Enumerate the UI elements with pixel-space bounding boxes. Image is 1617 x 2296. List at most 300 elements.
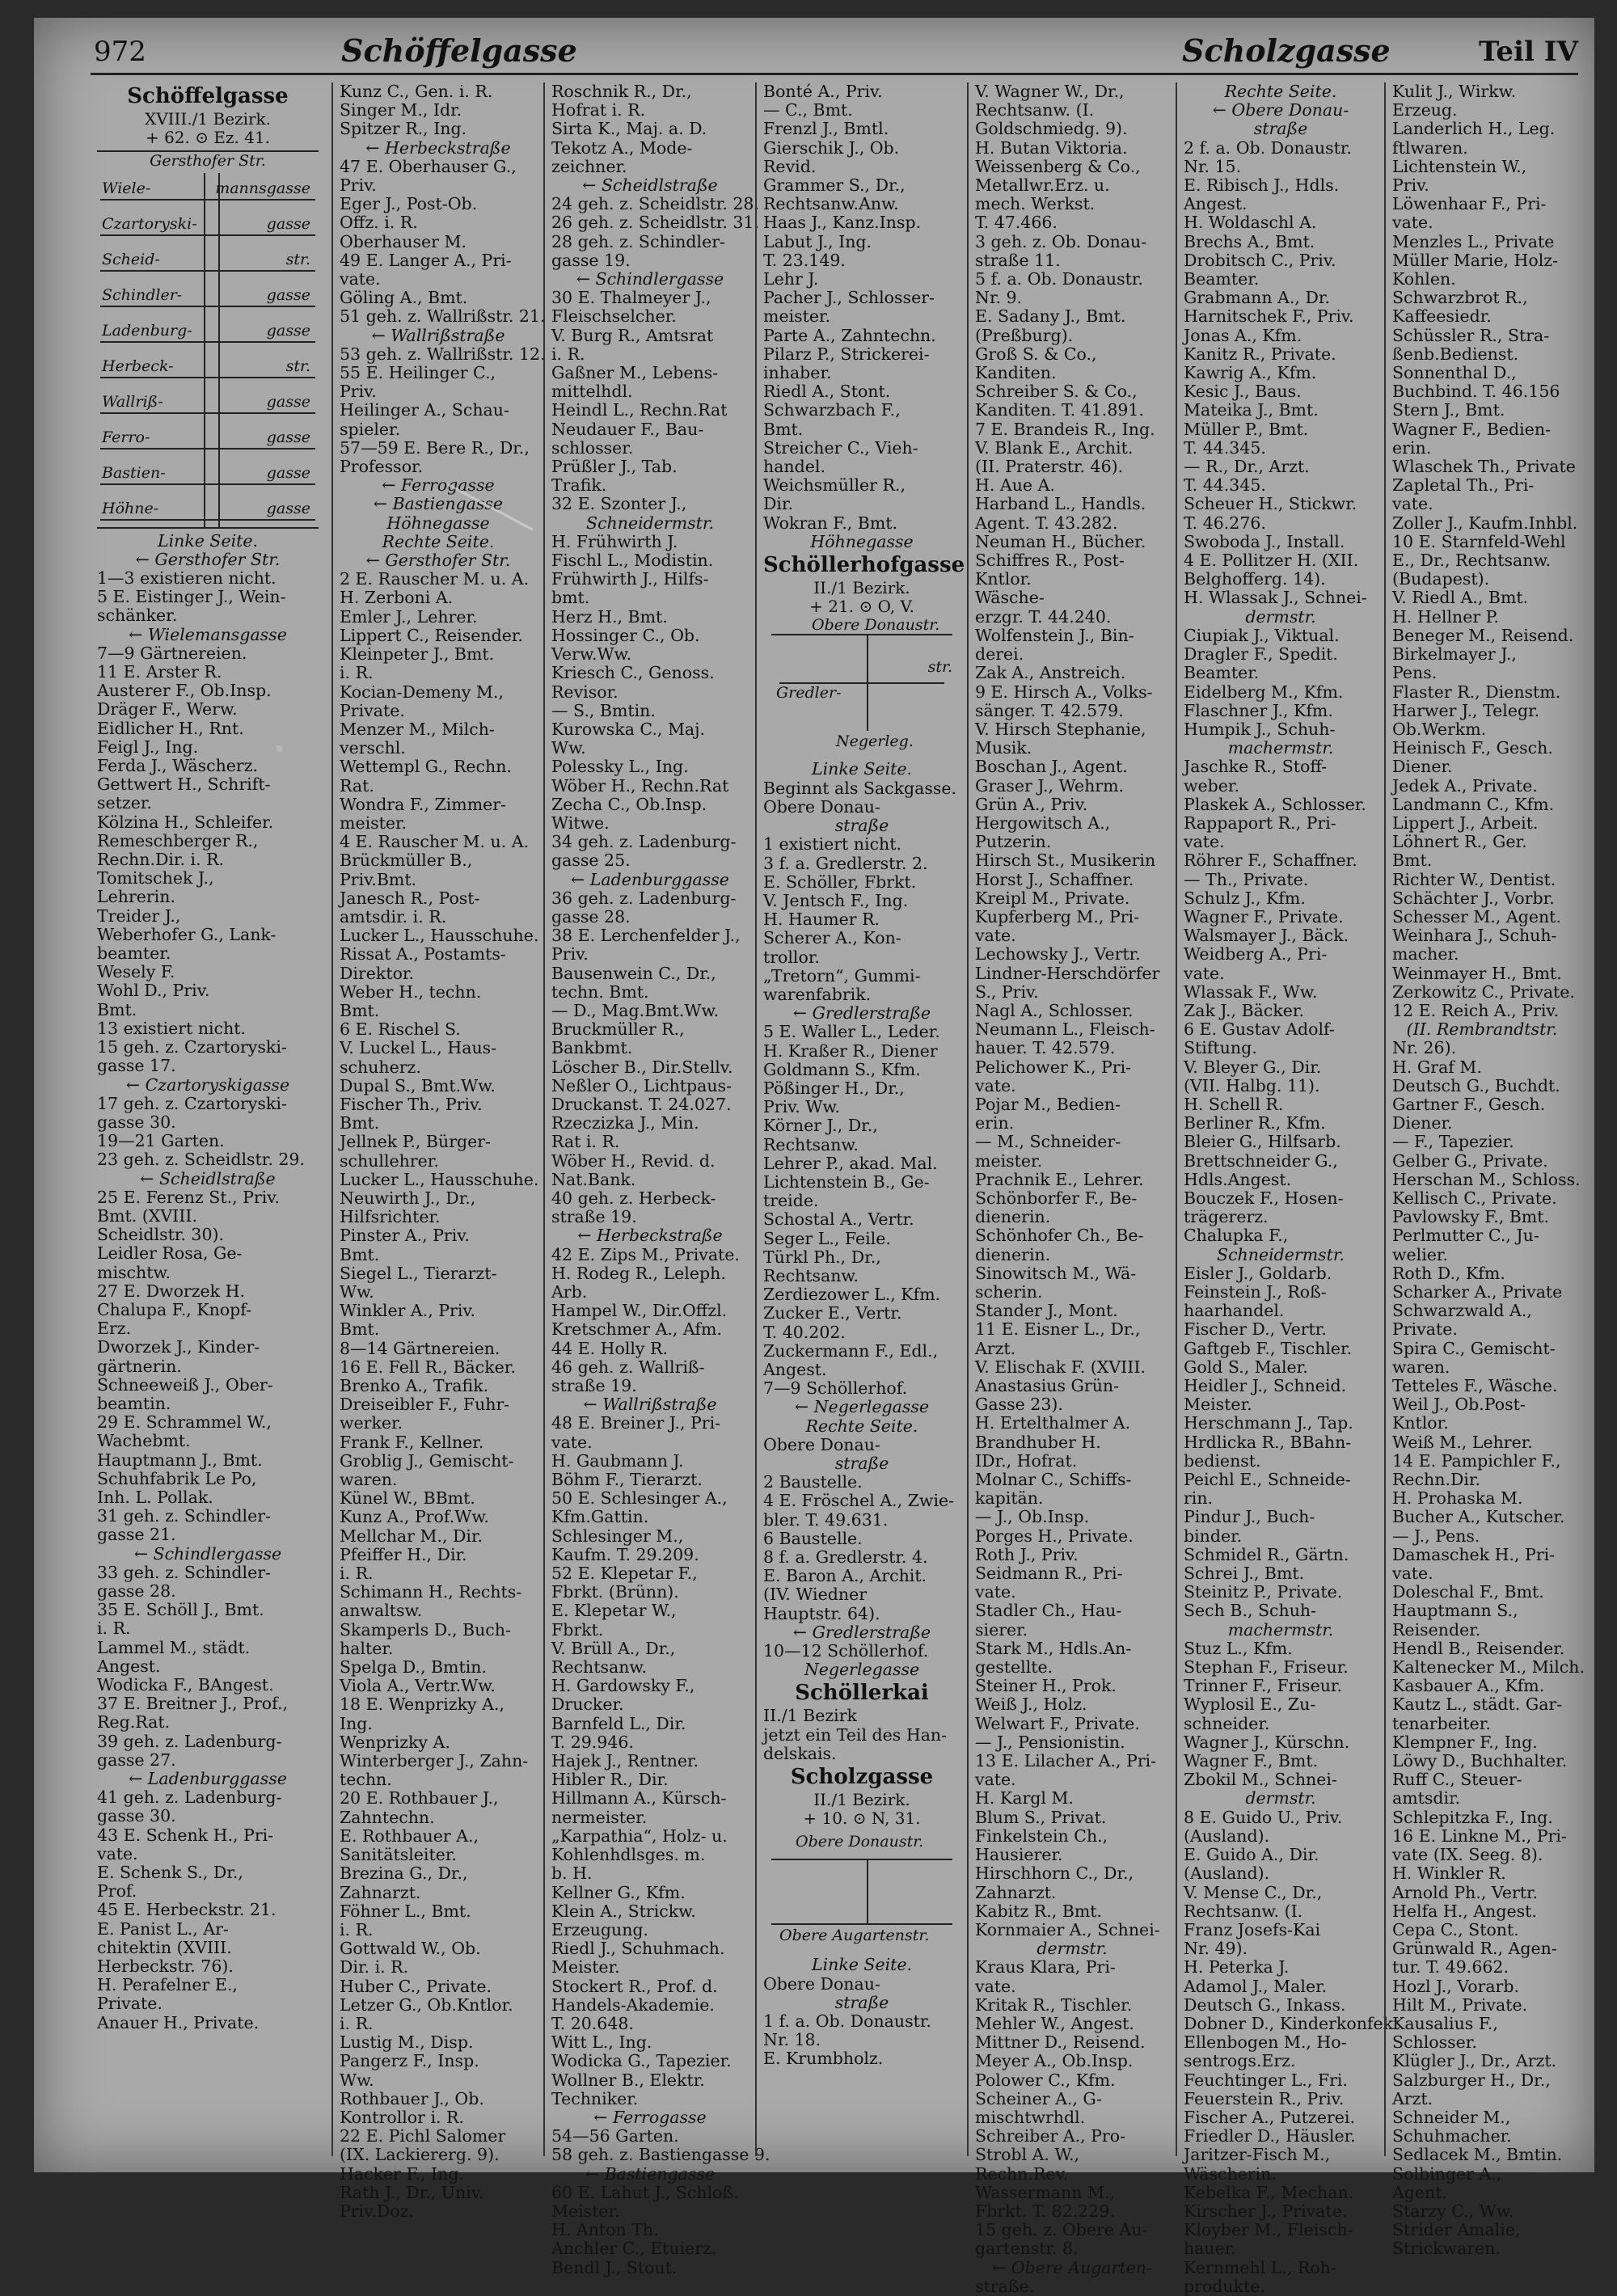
entry-line: Hdls.Angest. [1184,1169,1292,1189]
entry-line: Pelichower K., Pri- [975,1057,1132,1077]
diagram-row [97,456,319,492]
entry-line: vate. [1392,213,1433,233]
entry-line: macher. [1392,944,1459,964]
entry-line: Kaltenecker M., Milch. [1392,1657,1585,1678]
entry-line: sänger. T. 42.579. [975,700,1124,720]
entry-line: Weil J., Ob.Post- [1392,1395,1526,1415]
entry-line: (Ausland). [1184,1825,1270,1846]
entry-line: 39 geh. z. Ladenburg- [97,1731,282,1751]
entry-line: Hrdlicka R., BBahn- [1184,1432,1352,1452]
entry-line: Blum S., Privat. [975,1807,1107,1827]
entry-line: Graser J., Wehrm. [975,775,1125,796]
entry-line: Weichsmüller R., [763,475,906,496]
entry-line: Schlepitzka F., Ing. [1392,1807,1553,1827]
entry-line: 2 E. Rauscher M. u. A. [340,569,530,589]
entry-line: dienerin. [975,1207,1051,1227]
entry-line: Cepa C., Stont. [1392,1919,1519,1939]
entry-line: Hofrat i. R. [551,100,646,120]
entry-line: Sirta K., Maj. a. D. [551,119,707,139]
entry-line: Schüssler R., Stra- [1392,325,1550,345]
entry-line: bedienst. [1184,1450,1261,1471]
entry-line: Wachebmt. [97,1431,191,1451]
entry-line: Plaskek A., Schlosser. [1184,794,1366,814]
entry-line: vate. [1392,1564,1433,1584]
entry-line: Dobner D., Kinderkonfekt. [1184,2013,1405,2033]
entry-line: Hauptmann S., [1392,1601,1518,1621]
entry-line: Pößinger H., Dr., [763,1078,905,1098]
diagram-line [867,1859,868,1923]
entry-line: 47 E. Oberhauser G., [340,156,517,176]
entry-line: Polessky L., Ing. [551,757,689,777]
entry-line: Anauer H., Private. [97,2012,260,2032]
entry-line: Hillmann A., Kürsch- [551,1788,727,1809]
entry-line: Tekotz A., Mode- [551,137,693,158]
entry-line: Fbrkt. [551,1619,604,1640]
diagram-row [97,171,319,207]
entry-line: Schulz J., Kfm. [1184,888,1306,908]
entry-line: Rechte Seite. [1224,82,1337,101]
entry-line: Kebelka F., Mechan. [1184,2182,1354,2202]
entry-line: Heinisch F., Gesch. [1392,738,1553,758]
entry-line: Löscher B., Dir.Stellv. [551,1057,733,1077]
entry-line: Bmt. [1392,850,1433,871]
entry-line: Gettwert H., Schrift- [97,774,271,795]
entry-line: 48 E. Breiner J., Pri- [551,1413,721,1433]
entry-line: Private. [340,700,405,720]
entry-line: 7 E. Brandeis R., Ing. [975,419,1155,439]
entry-line: Stiftung. [1184,1038,1257,1058]
entry-line: Bmt. [340,1113,380,1133]
entry-line: Mittner D., Reisend. [975,2032,1146,2053]
entry-line: dermstr. [1245,1788,1316,1809]
entry-line: Kurowska C., Maj. [551,719,706,739]
entry-line: Dir. i. R. [340,1957,409,1977]
entry-line: mech. Werkst. [975,194,1096,214]
entry-line: Schmidel R., Gärtn. [1184,1544,1349,1564]
entry-line: ← Scheidlstraße [582,175,718,196]
entry-line: Prachnik E., Lehrer. [975,1169,1144,1189]
entry-line: i. R. [340,1919,374,1939]
entry-line: H. Kargl M. [975,1788,1074,1809]
column-4 [755,82,967,2156]
entry-line: — J., Ob.Insp. [975,1507,1090,1527]
entry-line: Lucker L., Hausschuhe. [340,926,539,946]
entry-line: Bmt. [97,999,137,1019]
entry-line: Friedler D., Häusler. [1184,2126,1356,2146]
entry-line: Haas J., Kanz.Insp. [763,213,922,233]
entry-line: dermstr. [1036,1939,1108,1959]
entry-line: Wenprizky A. [340,1732,450,1752]
entry-line: Mehler W., Angest. [975,2013,1134,2033]
entry-line: Singer M., Idr. [340,100,462,120]
diagram-street-label: Obere Augartenstr. [779,1927,930,1945]
entry-line: (IV. Wiedner [763,1585,868,1605]
entry-line: ← Wielemansgasse [129,624,287,644]
entry-line: Brechs A., Bmt. [1184,231,1315,251]
entry-line: straße [1253,119,1308,139]
entry-line: Kanditen. [975,363,1057,383]
entry-line: H. Graf M. [1392,1057,1482,1077]
entry-line: Strobl A. W., [975,2145,1079,2165]
entry-line: Horst J., Schaffner. [975,869,1134,889]
entry-line: Arzt. [1392,2088,1433,2108]
entry-line: 8—14 Gärtnereien. [340,1338,500,1358]
entry-line: 1—3 existieren nicht. [97,568,277,589]
entry-line: 10—12 Schöllerhof. [763,1641,929,1661]
entries-list [763,82,960,551]
entry-line: i. R. [340,663,374,683]
entry-line: Ob.Werkm. [1392,719,1487,739]
entry-line: Kawrig A., Kfm. [1184,363,1317,383]
street-heading: Scholzgasse [790,1765,934,1790]
entry-line: Wollner B., Elektr. [551,2070,705,2090]
entry-line: H. Haumer R. [763,910,880,930]
entry-line: V. Riedl A., Bmt. [1392,588,1529,608]
entry-line: handel. [763,457,825,477]
entry-line: Feinstein J., Roß- [1184,1282,1327,1302]
entry-line: Nr. 18. [763,2030,821,2050]
entry-line: Leidler Rosa, Ge- [97,1243,243,1264]
entry-line: 30 E. Thalmeyer J., [551,288,711,308]
entry-line: 5 E. Eistinger J., Wein- [97,587,286,607]
entry-line: 36 geh. z. Ladenburg- [551,888,737,908]
entry-line: Grün A., Priv. [975,794,1088,814]
entry-line: 8 f. a. Gredlerstr. 4. [763,1547,928,1568]
entry-line: Schönborfer F., Be- [975,1188,1138,1208]
entry-line: Lippert J., Arbeit. [1392,812,1539,833]
entry-line: Meister. [551,2201,620,2221]
entry-line: Priv. Ww. [763,1097,841,1117]
entry-line: Pacher J., Schlosser- [763,288,935,308]
entry-line: Boschan J., Agent. [975,757,1128,777]
entry-line: 6 E. Rischel S. [340,1019,461,1040]
entry-line: Weiß J., Holz. [975,1695,1087,1715]
entry-line: Drucker. [551,1695,624,1715]
entry-line: 24 geh. z. Scheidlstr. 28. [551,194,759,214]
entry-line: Agent. [1392,2182,1448,2202]
entry-line: dermstr. [1245,606,1316,627]
right-running-title: Scholzgasse [1182,32,1391,69]
entry-line: Frühwirth J., Hilfs- [551,569,709,589]
district-label: XVIII./1 Bezirk. [144,109,272,129]
entry-line: E. Klepetar W., [551,1601,677,1621]
entry-line: 15 geh. z. Obere Au- [975,2220,1148,2240]
column-3 [543,82,771,2277]
diagram-street-label: Bastien- [102,463,166,482]
entry-line: Wyplosil E., Zu- [1184,1695,1316,1715]
postal-info: + 10. ⊙ N, 31. [803,1809,921,1829]
entry-line: V. Wagner W., Dr., [975,82,1125,101]
entry-line: erzgr. T. 44.240. [975,606,1112,627]
entry-line: — Th., Private. [1184,869,1309,889]
entry-line: Göling A., Bmt. [340,288,468,308]
entry-line: Priv.Bmt. [340,869,417,889]
entry-line: Nr. 15. [1184,156,1242,176]
entry-line: Schreiber A., Pro- [975,2126,1126,2146]
entry-line: Hirsch St., Musikerin [975,850,1156,871]
entry-line: Rothbauer J., Ob. [340,2088,484,2108]
entry-line: Zucker E., Vertr. [763,1303,902,1323]
entry-line: Welwart F., Private. [975,1713,1140,1733]
entry-line: Obere Donau- [763,1973,880,1994]
entry-line: treide. [763,1191,819,1211]
entry-line: E. Ribisch J., Hdls. [1184,175,1340,196]
entry-line: (Preßburg). [975,325,1074,345]
entry-line: Hossinger C., Ob. [551,625,700,645]
entry-line: E. Baron A., Archit. [763,1566,927,1586]
entry-line: Wodicka G., Tapezier. [551,2051,732,2071]
entry-line: Kornmaier A., Schnei- [975,1919,1160,1939]
entry-line: Pojar M., Bedien- [975,1094,1121,1114]
entry-line: Landmann C., Kfm. [1392,794,1555,814]
district-label: II./1 Bezirk. [813,578,910,598]
entry-line: Adamol J., Maler. [1184,1976,1328,1996]
diagram-street-label: Schindler- [102,285,183,304]
entry-line: amtsdir. i. R. [340,906,447,926]
entry-line: Körner J., Dr., [763,1116,878,1136]
entry-line: schänker. [97,606,178,626]
entry-line: machermstr. [1227,738,1334,758]
entry-line: Birkelmayer J., [1392,644,1517,665]
entry-line: Harwer J., Telegr. [1392,700,1540,720]
entry-line: Gelber G., Private. [1392,1150,1548,1171]
entry-line: Dreiseibler F., Fuhr- [340,1395,510,1415]
diagram-row [97,278,319,314]
entry-line: Wodicka F., BAngest. [97,1675,274,1695]
entry-line: 2 Baustelle. [763,1472,863,1492]
entry-line: 49 E. Langer A., Pri- [340,250,512,270]
entry-line: Perlmutter C., Ju- [1392,1226,1539,1246]
entry-line: rin. [1184,1488,1214,1509]
entry-line: Scheiner A., G- [975,2088,1103,2108]
entry-line: Kabitz R., Bmt. [975,1901,1103,1921]
entry-line: Starzy C., Ww. [1392,2201,1514,2221]
entry-line: Zak A., Anstreich. [975,663,1126,683]
entry-line: Scherer A., Kon- [763,928,901,948]
entry-line: Polower C., Kfm. [975,2070,1116,2090]
entry-line: Erzeugung. [551,1919,649,1939]
entry-line: T. 44.345. [1184,475,1266,496]
entry-line: 27 E. Dworzek H. [97,1281,245,1301]
entry-line: 28 geh. z. Schindler- [551,231,725,251]
entry-line: Putzerin. [975,832,1052,852]
entry-line: Chalupa F., Knopf- [97,1299,252,1319]
entry-line: Schostal A., Vertr. [763,1209,914,1230]
entry-line: gasse 30. [97,1112,176,1132]
entry-line: Schneidermstr. [586,513,714,533]
entry-line: Kohlen. [1392,269,1456,289]
entry-line: Hacker F., Ing. [340,2163,464,2184]
diagram-street-label: gasse [266,428,310,446]
entry-line: Zoller J., Kaufm.Inhbl. [1392,513,1578,533]
entry-line: H. Ertelthalmer A. [975,1413,1131,1433]
entry-line: vate. [975,1770,1016,1790]
entry-line: nermeister. [551,1807,648,1827]
column-1 [91,82,325,2156]
entry-line: Kesic J., Baus. [1184,382,1302,402]
entry-line: 44 E. Holly R. [551,1338,668,1358]
column-5 [967,82,1176,2296]
entry-line: Dir. [763,494,794,514]
entry-line: Schimann H., Rechts- [340,1582,522,1602]
entry-line: Kritak R., Tischler. [975,1994,1133,2015]
entry-line: V. Elischak F. (XVIII. [975,1357,1146,1377]
entry-line: Private. [1392,1319,1458,1340]
entry-line: Zerdiezower L., Kfm. [763,1285,941,1305]
entry-line: „Karpathia“, Holz- u. [551,1825,728,1846]
entry-line: Wassermann M., [975,2182,1116,2202]
entry-line: tur. T. 49.662. [1392,1957,1509,1977]
entry-line: Feigl J., Ing. [97,736,199,757]
entry-line: Trafik. [551,475,607,496]
entry-line: Bouczek F., Hosen- [1184,1188,1344,1208]
entries-list [975,82,1169,2296]
entry-line: H. Prohaska M. [1392,1488,1523,1509]
entry-line: 31 geh. z. Schindler- [97,1506,271,1526]
street-heading: Schöffelgasse [127,84,289,108]
entry-line: gasse 28. [551,906,631,926]
diagram-line [100,483,315,485]
entry-line: Goldmann S., Kfm. [763,1059,921,1079]
entry-line: V. Hirsch Stephanie, [975,719,1146,739]
entry-line: Fischer Th., Priv. [340,1094,483,1114]
entry-line: Kunz A., Prof.Ww. [340,1507,489,1527]
entry-line: Hilt M., Private. [1392,1994,1528,2015]
entry-line: Sech B., Schuh- [1184,1601,1317,1621]
entry-line: H. Wlassak J., Schnei- [1184,588,1367,608]
entries-list [1392,82,1585,2259]
entry-line: Schwarzwald A., [1392,1301,1532,1321]
entry-line: Kautz L., städt. Gar- [1392,1695,1563,1715]
entry-line: Doleschal F., Bmt. [1392,1582,1544,1602]
entry-line: Hauptstr. 64). [763,1603,880,1623]
entry-line: E., Dr., Rechtsanw. [1392,551,1552,571]
entry-line: Strider Amalie, [1392,2220,1521,2240]
entry-line: ← Negerlegasse [794,1397,930,1417]
entry-line: Solbinger A., [1392,2163,1502,2184]
entry-line: Zuckermann F., Edl., [763,1340,939,1361]
entry-line: 11 E. Eisner L., Dr., [975,1319,1141,1340]
entry-line: 35 E. Schöll J., Bmt. [97,1600,264,1620]
diagram-row [97,207,319,243]
diagram-line [100,270,315,272]
entry-line: Schuhfabrik Le Po, [97,1468,257,1488]
entry-line: Hendl B., Reisender. [1392,1638,1565,1658]
entry-line: 16 E. Linkne M., Pri- [1392,1825,1567,1846]
entry-line: Zapletal Th., Pri- [1392,475,1535,496]
entry-line: Herbeckstr. 76). [97,1956,234,1977]
entry-line: i. R. [551,344,585,364]
entry-line: Sanitätsleiter. [340,1845,457,1865]
entry-line: Bucher A., Kutscher. [1392,1507,1565,1527]
entry-line: Kernmehl L., Roh- [1184,2257,1336,2277]
entry-line: Letzer G., Ob.Kntlor. [340,1994,513,2015]
entry-line: ← Herbeckstraße [577,1226,723,1246]
entry-line: haarhandel. [1184,1301,1285,1321]
entry-line: H. Frühwirth J. [551,531,678,551]
entry-line: Swoboda J., Install. [1184,531,1345,551]
entry-line: Stadler Ch., Hau- [975,1601,1122,1621]
entry-line: Finkelstein Ch., [975,1825,1108,1846]
entry-line: Zahnarzt. [975,1882,1057,1902]
entry-line: meister. [975,1150,1043,1171]
entry-line: Jonas A., Kfm. [1184,325,1302,345]
entry-line: 38 E. Lerchenfelder J., [551,926,741,946]
entry-line: Erz. [97,1319,132,1339]
entry-line: Menzles L., Private [1392,231,1555,251]
entry-line: Kontrollor i. R. [340,2107,465,2127]
entry-line: 9 E. Hirsch A., Volks- [975,682,1153,702]
entry-line: H. Perafelner E., [97,1975,238,1995]
entry-line: Wäscherin. [1184,2163,1277,2184]
entry-line: Lechowsky J., Vertr. [975,944,1141,964]
entry-line: Bruckmüller R., [551,1019,685,1040]
entry-line: Ruff C., Steuer- [1392,1770,1522,1790]
entry-line: Nagl A., Schlosser. [975,1000,1134,1020]
entry-line: ← Schindlergasse [576,269,724,289]
entry-line: ← Ladenburggasse [571,869,729,889]
entry-line: vate. [1184,832,1225,852]
district-label: II./1 Bezirk. [813,1790,910,1810]
entry-line: Schrei J., Bmt. [1184,1564,1305,1584]
entry-line: Weiß M., Lehrer. [1392,1432,1533,1452]
entry-line: Harband L., Handls. [975,494,1146,514]
diagram-street-label: Ferro- [102,428,150,446]
entry-line: schullehrer. [340,1150,439,1171]
entry-line: Heilinger A., Schau- [340,400,509,420]
entry-line: Müller P., Bmt. [1184,419,1309,439]
entry-line: E. Guido A., Dir. [1184,1845,1319,1865]
entry-line: Wagner F., Private. [1184,906,1344,926]
entry-line: Künel W., BBmt. [340,1488,475,1509]
entry-line: Remeschberger R., [97,830,259,850]
entry-line: Weidberg A., Pri- [1184,944,1328,964]
entry-line: Rechte Seite. [805,1416,918,1436]
entry-line: 10 E. Starnfeld-Wehl [1392,531,1566,551]
entry-line: Private. [97,1994,163,2014]
entry-line: Zak J., Bäcker. [1184,1000,1304,1020]
entry-line: Hauptmann J., Bmt. [97,1450,263,1470]
entry-line: Nat.Bank. [551,1169,636,1189]
entry-line: derei. [975,644,1024,665]
entry-line: ← Czartoryskigasse [125,1074,290,1095]
entry-line: Menzer M., Milch- [340,719,495,739]
entry-line: sentrogs.Erz. [1184,2051,1296,2071]
entry-line: gasse 17. [97,1056,176,1076]
entry-line: Frenzl J., Bmtl. [763,119,889,139]
entry-line: gasse 27. [97,1749,176,1770]
entry-line: Priv.Doz. [340,2201,414,2221]
entry-line: Löwenhaar F., Pri- [1392,194,1547,214]
entry-line: 46 geh. z. Wallriß- [551,1357,705,1377]
entry-line: Pavlowsky F., Bmt. [1392,1207,1549,1227]
entry-line: gasse 28. [97,1581,176,1601]
entry-line: Offz. i. R. [340,213,418,233]
entry-line: (II. Rembrandtstr. [1406,1019,1558,1040]
entry-line: Siegel L., Tierarzt- [340,1263,497,1283]
entry-line: Witwe. [551,812,610,833]
entry-line: 57—59 E. Bere R., Dr., [340,437,530,458]
entry-line: Klügler J., Dr., Arzt. [1392,2051,1557,2071]
entry-line: H. Butan Viktoria. [975,137,1128,158]
entry-line: Peichl E., Schneide- [1184,1470,1351,1490]
entry-line: Grünwald R., Agen- [1392,1939,1557,1959]
entry-line: Direktor. [340,963,414,983]
entry-line: Flaster R., Dienstm. [1392,682,1561,702]
entry-line: Sedlacek M., Bmtin. [1392,2145,1563,2165]
entry-line: Kasbauer A., Kfm. [1392,1676,1545,1696]
entry-line: jetzt ein Teil des Han- [763,1724,948,1745]
